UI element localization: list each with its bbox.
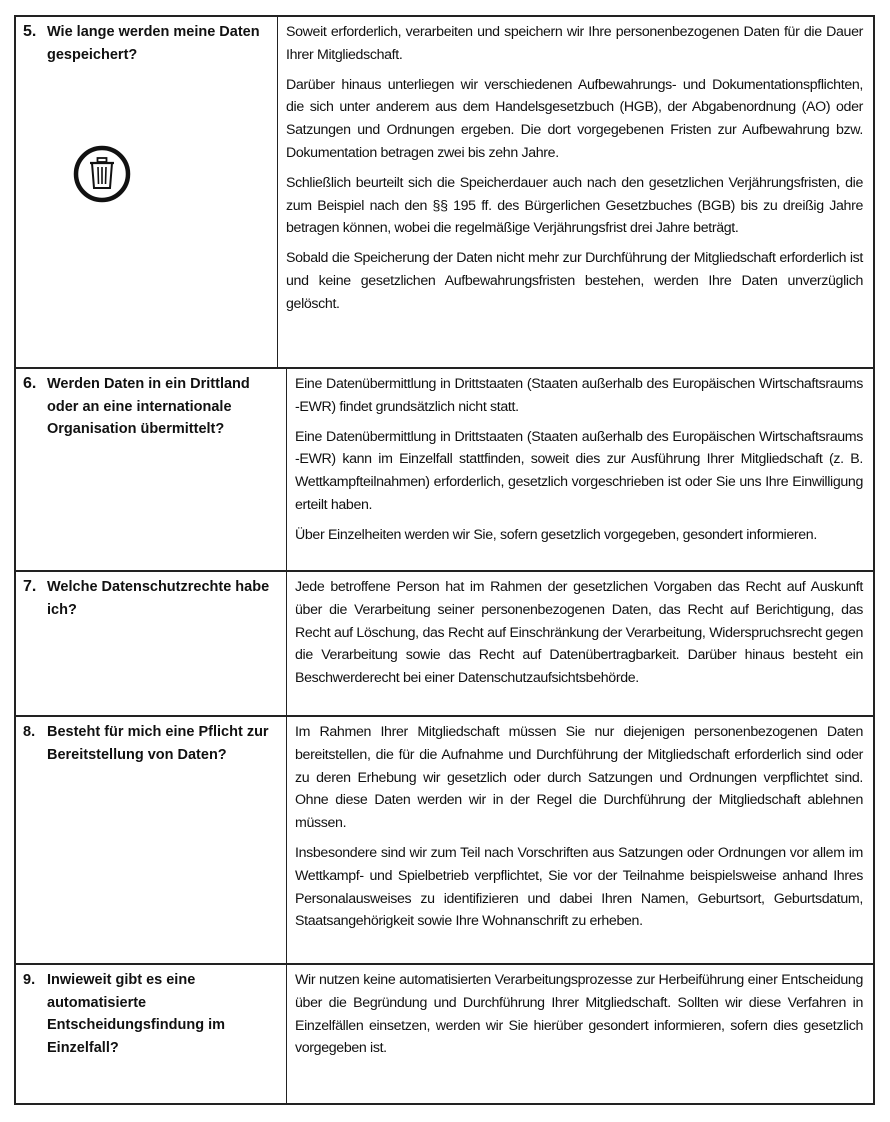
privacy-faq-table — [14, 15, 875, 1105]
faq-row-7 — [16, 570, 873, 716]
answer-cell — [287, 572, 873, 716]
answer-paragraph: Eine Datenübermittlung in Drittstaaten (Staaten außerhalb des Europäischen Wirtschaftsraums -EWR) findet grundsätzlich nicht statt. — [295, 376, 863, 415]
question-number: 9. — [23, 972, 36, 988]
question-cell — [16, 369, 287, 571]
answer-paragraph: Schließlich beurteilt sich die Speicherdauer auch nach den gesetzlichen Verjährungsfristen, die zum Beispiel nach den §§ 195 ff. des Bürgerlichen Gesetzbuches (BGB) bis zu dreißig Jahre betragen können, wobei die regelmäßige Verjährungsfrist drei Jahre beträgt. — [286, 174, 863, 237]
answer-cell — [287, 369, 873, 571]
answer-paragraph: Über Einzelheiten werden wir Sie, sofern gesetzlich vorgegeben, gesondert informieren. — [295, 526, 817, 543]
question-text: Besteht für mich eine Pflicht zur Bereitstellung von Daten? — [47, 724, 269, 763]
question-text: Inwieweit gibt es eine automatisierte Entscheidungsfindung im Einzelfall? — [47, 972, 226, 1056]
question-number: 8. — [23, 724, 36, 740]
faq-row-5 — [16, 17, 873, 369]
faq-row-9 — [16, 963, 873, 1103]
answer-paragraph: Darüber hinaus unterliegen wir verschiedenen Aufbewahrungs- und Dokumentationspflichten, die sich unter anderem aus dem Handelsgesetzbuch (HGB), der Abgabenordnung (AO) oder Satzungen und Ordnungen ergeben. Die dort vorgegebenen Fristen zur Aufbewahrung bzw. Dokumentation betragen zwei bis zehn Jahre. — [286, 76, 863, 161]
question-cell — [16, 717, 287, 964]
answer-cell — [287, 717, 873, 964]
answer-paragraph: Soweit erforderlich, verarbeiten und speichern wir Ihre personenbezogenen Daten für die Dauer Ihrer Mitgliedschaft. — [286, 24, 863, 63]
answer-paragraph: Jede betroffene Person hat im Rahmen der gesetzlichen Vorgaben das Recht auf Auskunft über die Verarbeitung seiner personenbezogenen Daten, das Recht auf Berichtigung, das Recht auf Löschung, das Recht auf Einschränkung der Verarbeitung, Widerspruchsrecht gegen die Verarbeitung sowie das Recht auf Datenübertragbarkeit. Darüber hinaus besteht ein Beschwerderecht bei einer Datenschutzaufsichtsbehörde. — [295, 579, 863, 687]
question-cell — [16, 572, 287, 716]
answer-cell — [278, 17, 873, 369]
question-cell — [16, 965, 287, 1103]
answer-cell — [287, 965, 873, 1103]
answer-paragraph: Insbesondere sind wir zum Teil nach Vorschriften aus Satzungen oder Ordnungen vor allem im Wettkampf- und Spielbetrieb verpflichtet, Sie vor der Teilnahme beispielsweise anhand Ihres Personalausweises zu identifizieren und dabei Ihren Namen, Geburtsort, Geburtsdatum, Staatsangehörigkeit sowie Ihre Wohnanschrift zu erheben. — [295, 844, 863, 930]
question-text: Wie lange werden meine Daten gespeichert? — [47, 24, 260, 63]
question-cell — [16, 17, 278, 369]
question-number: 5. — [23, 23, 37, 40]
answer-paragraph: Wir nutzen keine automatisierten Verarbeitungsprozesse zur Herbeiführung einer Entscheidung über die Begründung und Durchführung Ihrer Mitgliedschaft. Sollten wir diese Verfahren in Einzelfällen einsetzen, werden wir Sie hierüber gesondert informieren, sofern dies gesetzlich vorgegeben ist. — [295, 972, 863, 1057]
trash-can-icon — [73, 145, 131, 203]
faq-row-6 — [16, 367, 873, 571]
answer-paragraph: Sobald die Speicherung der Daten nicht mehr zur Durchführung der Mitgliedschaft erforderlich ist und keine gesetzlichen Aufbewahrungsfristen bestehen, werden Ihre Daten unverzüglich gelöscht. — [286, 250, 863, 312]
answer-paragraph: Eine Datenübermittlung in Drittstaaten (Staaten außerhalb des Europäischen Wirtschaftsraums -EWR) kann im Einzelfall stattfinden, soweit dies zur Ausführung Ihrer Mitgliedschaft (z. B. Wettkampfteilnahmen) erforderlich, gesetzlich vorgeschrieben ist oder Sie uns Ihre Einwilligung erteilt haben. — [295, 428, 863, 513]
question-text: Werden Daten in ein Drittland oder an eine internationale Organisation übermittelt? — [47, 376, 250, 437]
faq-row-8 — [16, 715, 873, 964]
question-text: Welche Datenschutzrechte habe ich? — [47, 579, 270, 618]
question-number: 7. — [23, 578, 37, 595]
answer-paragraph: Im Rahmen Ihrer Mitgliedschaft müssen Sie nur diejenigen personenbezogenen Daten bereitstellen, die für die Aufnahme und Durchführung der Mitgliedschaft erforderlich sind oder zu deren Erhebung wir gesetzlich oder durch Satzungen und Ordnungen verpflichtet sind. Ohne diese Daten werden wir in der Regel die Durchführung der Mitgliedschaft ablehnen müssen. — [295, 724, 863, 832]
question-number: 6. — [23, 375, 37, 392]
